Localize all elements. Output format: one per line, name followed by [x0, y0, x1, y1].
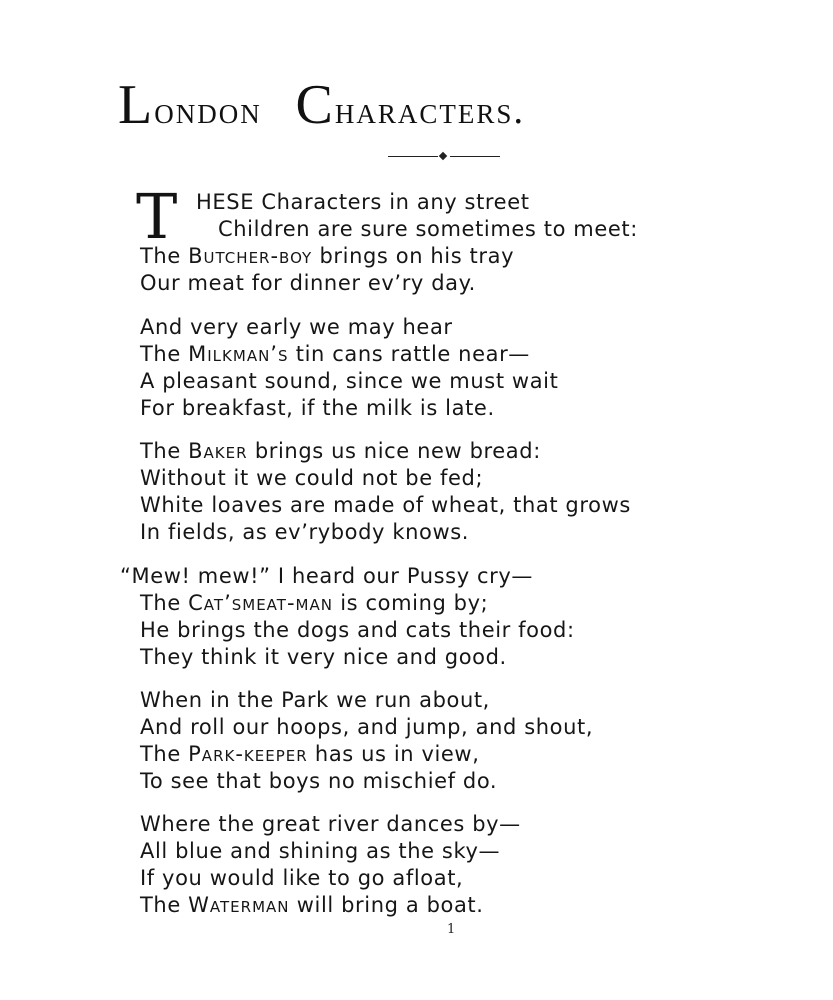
stanza3-line2: Without it we could not be fed;	[140, 466, 484, 490]
stanza4-line2: The Cat’smeat-man is coming by;	[140, 591, 489, 615]
stanza4-line3: He brings the dogs and cats their food:	[140, 618, 575, 642]
stanza5-line2: And roll our hoops, and jump, and shout,	[140, 715, 594, 739]
stanza3-line4: In fields, as ev’rybody knows.	[140, 520, 470, 544]
title-initial-l: L	[118, 74, 155, 136]
title-word-london: ondon	[154, 89, 262, 132]
stanza5-line3: The Park-keeper has us in view,	[140, 742, 480, 766]
stanza5-line1: When in the Park we run about,	[140, 688, 490, 712]
title-initial-c: C	[295, 74, 335, 136]
character-waterman: Waterman	[188, 893, 290, 917]
stanza4-line1: “Mew! mew!” I heard our Pussy cry—	[120, 564, 534, 588]
drop-cap: T	[136, 180, 178, 253]
character-butcher-boy: Butcher-boy	[188, 244, 313, 268]
character-baker: Baker	[188, 439, 248, 463]
character-catsmeat-man: Cat’smeat-man	[188, 591, 333, 615]
page-number: 1	[447, 922, 456, 937]
stanza6-line2: All blue and shining as the sky—	[140, 839, 501, 863]
title-word-characters: haracters.	[334, 89, 526, 132]
ornament-rule-right	[450, 156, 500, 157]
character-milkman: Milkman’s	[188, 342, 289, 366]
stanza1-line1: HESE Characters in any street	[196, 190, 530, 214]
page-title	[118, 74, 778, 138]
stanza6-line1: Where the great river dances by—	[140, 812, 521, 836]
stanza2-line4: For breakfast, if the milk is late.	[140, 396, 495, 420]
stanza6-line4: The Waterman will bring a boat.	[140, 893, 484, 917]
title-ornament	[388, 152, 500, 162]
stanza2-line1: And very early we may hear	[140, 315, 453, 339]
character-park-keeper: Park-keeper	[188, 742, 308, 766]
stanza3-line1: The Baker brings us nice new bread:	[140, 439, 541, 463]
stanza1-line3: The Butcher-boy brings on his tray	[140, 244, 515, 268]
stanza1-line2: Children are sure sometimes to meet:	[218, 217, 638, 241]
stanza2-line3: A pleasant sound, since we must wait	[140, 369, 559, 393]
stanza3-line3: White loaves are made of wheat, that grows	[140, 493, 631, 517]
stanza4-line4: They think it very nice and good.	[140, 645, 507, 669]
stanza1-line4: Our meat for dinner ev’ry day.	[140, 271, 476, 295]
stanza5-line4: To see that boys no mischief do.	[140, 769, 498, 793]
stanza6-line3: If you would like to go afloat,	[140, 866, 464, 890]
stanza2-line2: The Milkman’s tin cans rattle near—	[140, 342, 530, 366]
ornament-rule-left	[388, 156, 438, 157]
ornament-diamond-icon	[439, 152, 447, 160]
